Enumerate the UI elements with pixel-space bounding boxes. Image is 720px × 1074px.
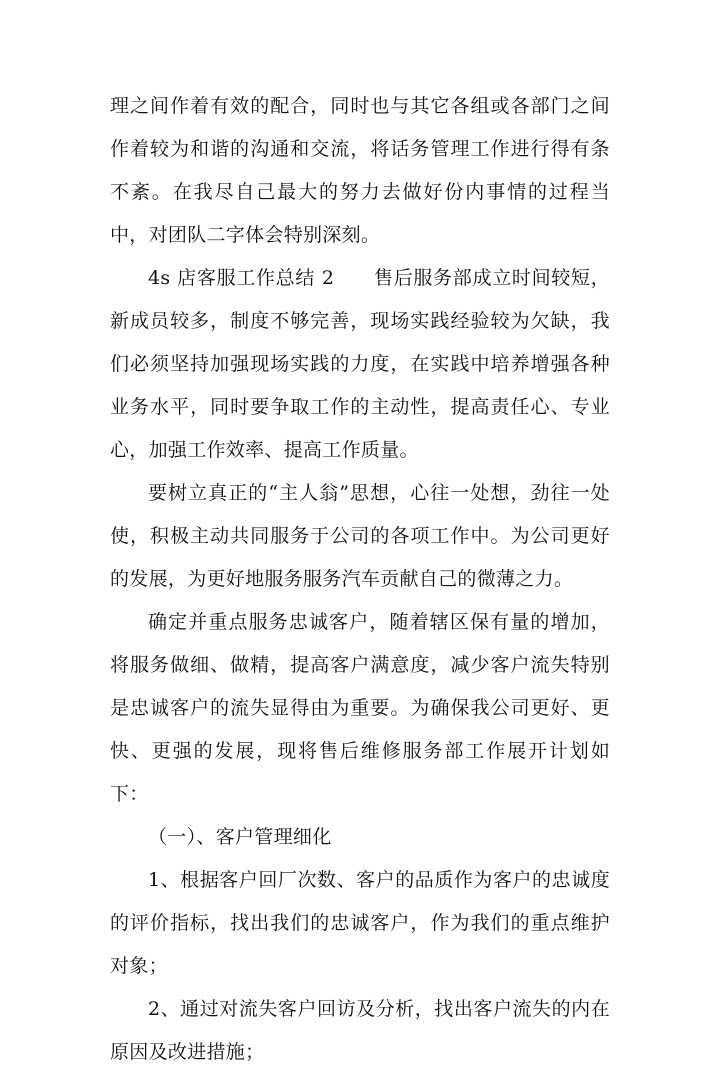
paragraph-2: 4s 店客服工作总结 2 售后服务部成立时间较短，新成员较多，制度不够完善，现场实践经验较为欠缺，我们必须坚持加强现场实践的力度，在实践中培养增强各种业务水平，同时要争取工作的主动性，提高责任心、专业心，加强工作效率、提高工作质量。: [110, 267, 610, 461]
list-item-1: 1、根据客户回厂次数、客户的品质作为客户的忠诚度的评价指标，找出我们的忠诚客户，作为我们的重点维护对象；: [110, 869, 610, 977]
section-heading: （一）、客户管理细化: [148, 826, 332, 848]
paragraph-3: 要树立真正的“主人翁”思想，心往一处想，劲往一处使，积极主动共同服务于公司的各项工作中。为公司更好的发展，为更好地服务服务汽车贡献自己的微薄之力。: [110, 482, 610, 590]
paragraph-1: 理之间作着有效的配合，同时也与其它各组或各部门之间作着较为和谐的沟通和交流，将话务管理工作进行得有条不紊。在我尽自己最大的努力去做好份内事情的过程当中，对团队二字体会特别深刻。: [110, 95, 610, 246]
paragraph-4: 确定并重点服务忠诚客户，随着辖区保有量的增加，将服务做细、做精，提高客户满意度，减少客户流失特别是忠诚客户的流失显得由为重要。为确保我公司更好、更快、更强的发展，现将售后维修服务部工作展开计划如下：: [110, 611, 610, 805]
list-item-2: 2、通过对流失客户回访及分析，找出客户流失的内在原因及改进措施；: [110, 998, 610, 1063]
document-body: [110, 85, 610, 1074]
